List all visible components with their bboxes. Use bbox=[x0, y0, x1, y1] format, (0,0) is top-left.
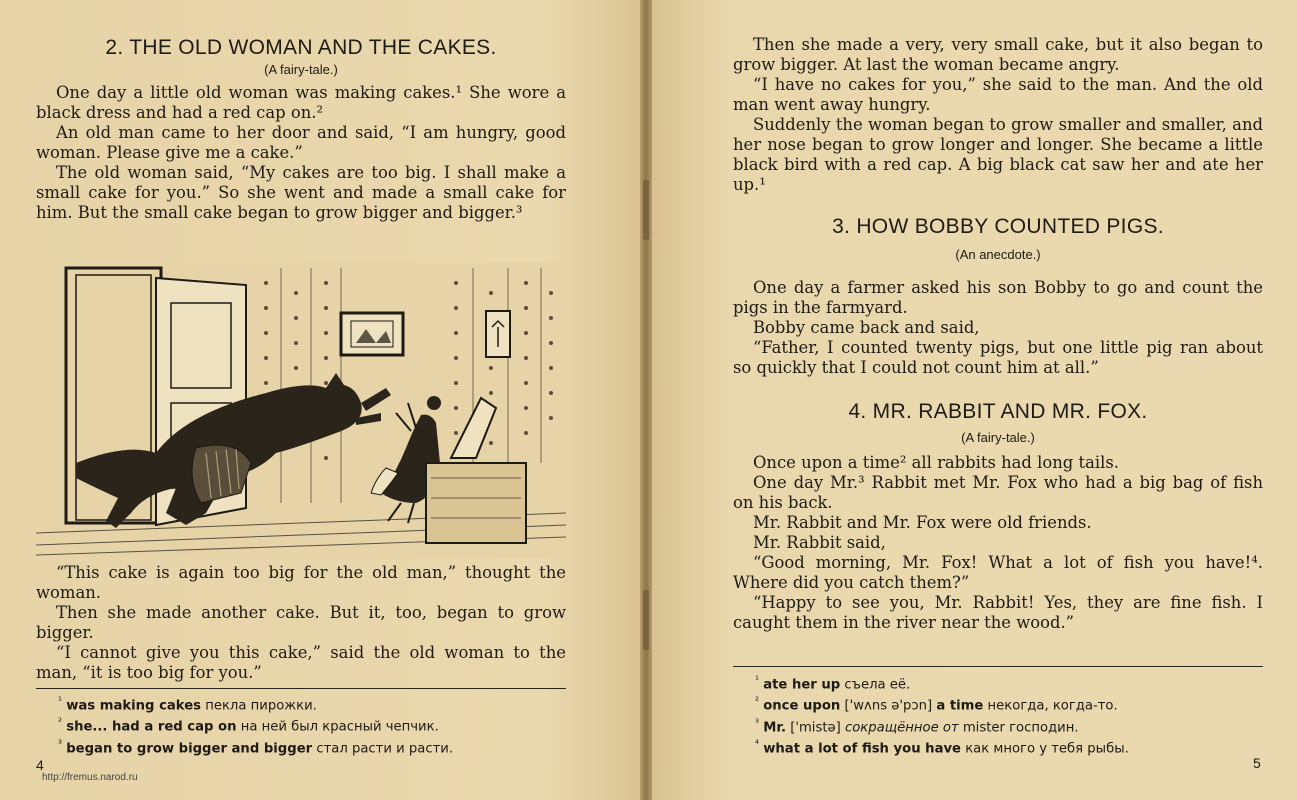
left-text-top bbox=[36, 36, 566, 223]
left-text-bottom bbox=[36, 563, 566, 683]
staple bbox=[643, 180, 649, 240]
source-watermark: http://fremus.narod.ru bbox=[42, 772, 138, 783]
paragraph: Mr. Rabbit said, bbox=[753, 533, 886, 552]
story-title-rabbit-fox: 4. MR. RABBIT AND MR. FOX. bbox=[848, 400, 1148, 423]
footnote: $^{^3}$ began to grow bigger and bigger стал расти и расти. bbox=[58, 738, 454, 757]
footnote: $^{^4}$ what a lot of fish you have как много у тебя рыбы. bbox=[755, 739, 1129, 757]
paragraph: One day a farmer asked his son Bobby to go and count the pigs in the farmyard. bbox=[733, 278, 1263, 317]
footnote: $^{^3}$ Mr. ['mistə] сокращённое от mister господин. bbox=[755, 717, 1079, 736]
footnote: $^{^1}$ was making cakes пекла пирожки. bbox=[58, 696, 317, 714]
paragraph: “Father, I counted twenty pigs, but one little pig ran about so quickly that I could not count him at all.” bbox=[733, 338, 1263, 377]
paragraph: An old man came to her door and said, “I am hungry, good woman. Please give me a cake.” bbox=[36, 123, 566, 162]
paragraph: One day a little old woman was making cakes.¹ She wore a black dress and had a red cap on.² bbox=[36, 83, 566, 122]
footnote: $^{^1}$ ate her up съела её. bbox=[755, 675, 911, 693]
story-subtitle: (An anecdote.) bbox=[955, 247, 1041, 262]
paragraph: Then she made a very, very small cake, but it also began to grow bigger. At last the woman became angry. bbox=[733, 35, 1263, 74]
paragraph: Then she made another cake. But it, too, began to grow bigger. bbox=[36, 603, 566, 642]
paragraph: “Good morning, Mr. Fox! What a lot of fish you have!⁴. Where did you catch them?” bbox=[733, 553, 1263, 592]
story-subtitle: (A fairy-tale.) bbox=[264, 62, 338, 77]
paragraph: “I have no cakes for you,” she said to the man. And the old man went away hungry. bbox=[733, 75, 1263, 114]
right-text bbox=[733, 35, 1263, 633]
paragraph: Bobby came back and said, bbox=[753, 318, 980, 337]
left-footnotes bbox=[58, 693, 566, 757]
left-page bbox=[0, 0, 640, 800]
paragraph: One day Mr.³ Rabbit met Mr. Fox who had a big bag of fish on his back. bbox=[733, 473, 1263, 512]
page-number: 5 bbox=[1253, 755, 1261, 771]
footnote-divider bbox=[733, 666, 1263, 667]
story-title-bobby: 3. HOW BOBBY COUNTED PIGS. bbox=[832, 215, 1164, 238]
cat-and-woman-illustration bbox=[36, 263, 566, 558]
paragraph: The old woman said, “My cakes are too big. I shall make a small cake for you.” So she went and made a small cake for him. But the small cake began to grow bigger and bigger.³ bbox=[36, 163, 566, 222]
book-gutter bbox=[640, 0, 652, 800]
paragraph: Once upon a time² all rabbits had long tails. bbox=[753, 453, 1119, 472]
staple bbox=[643, 590, 649, 650]
paragraph: “I cannot give you this cake,” said the old woman to the man, “it is too big for you.” bbox=[36, 643, 566, 682]
paragraph: “This cake is again too big for the old man,” thought the woman. bbox=[36, 563, 566, 602]
right-page bbox=[652, 0, 1297, 800]
page-number: 4 bbox=[36, 757, 44, 773]
story-subtitle: (A fairy-tale.) bbox=[961, 430, 1035, 445]
story-title-old-woman: 2. THE OLD WOMAN AND THE CAKES. bbox=[105, 36, 497, 59]
right-footnotes bbox=[755, 672, 1263, 758]
footnote: $^{^2}$ she... had a red cap on на ней был красный чепчик. bbox=[58, 717, 439, 735]
footnote-divider bbox=[36, 688, 566, 689]
paragraph: “Happy to see you, Mr. Rabbit! Yes, they are fine fish. I caught them in the river near the wood.” bbox=[733, 593, 1263, 632]
paragraph: Suddenly the woman began to grow smaller and smaller, and her nose began to grow longer and longer. She became a little black bird with a red cap. A big black cat saw her and ate her up.¹ bbox=[733, 115, 1263, 194]
paragraph: Mr. Rabbit and Mr. Fox were old friends. bbox=[753, 513, 1092, 532]
footnote: $^{^2}$ once upon ['wʌns ə'pɔn] a time некогда, когда-то. bbox=[755, 696, 1118, 714]
